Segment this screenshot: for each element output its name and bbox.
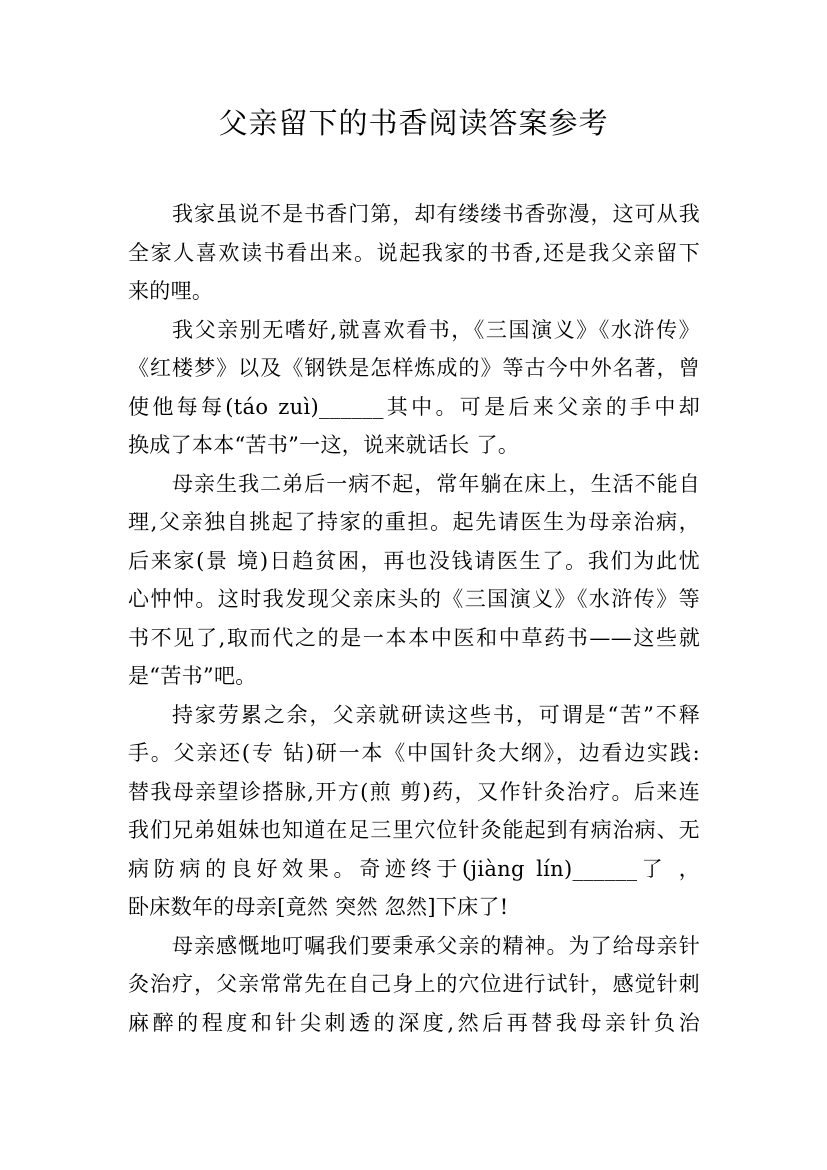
text-line: 是“苦书”吧。: [128, 664, 257, 688]
text-line: 后来家(景 境)日趋贫困，再也没钱请医生了。我们为此忧: [128, 548, 700, 573]
text-line: 书不见了,取而代之的是一本本中医和中草药书——这些就: [128, 625, 700, 650]
article-body: [128, 195, 700, 1042]
text-line: 麻醉的程度和针尖刺透的深度,然后再替我母亲针负治: [128, 1010, 700, 1035]
text-line: 卧床数年的母亲[竟然 突然 忽然]下床了!: [128, 895, 509, 919]
text-line: 病防病的良好效果。奇迹终于(jiàng lín)______了 ，: [128, 856, 700, 881]
text-line: 全家人喜欢读书看出来。说起我家的书香,还是我父亲留下: [128, 240, 700, 265]
text-line: 手。父亲还(专 钻)研一本《中国针灸大纲》，边看边实践:: [128, 741, 700, 765]
text-line: 我们兄弟姐妹也知道在足三里穴位针灸能起到有病治病、无: [128, 818, 700, 842]
text-line: 《红楼梦》以及《钢铁是怎样炼成的》等古今中外名著，曾: [128, 356, 700, 380]
text-line: 母亲感慨地叮嘱我们要秉承父亲的精神。为了给母亲针: [172, 933, 700, 958]
text-line: 心忡忡。这时我发现父亲床头的《三国演义》《水浒传》等: [128, 587, 700, 611]
text-line: 使他每每(táo zuì)______其中。可是后来父亲的手中却: [128, 394, 700, 419]
text-line: 换成了本本“苦书”一这，说来就话长 了。: [128, 433, 520, 457]
text-line: 替我母亲望诊搭脉,开方(煎 剪)药，又作针灸治疗。后来连: [128, 779, 700, 804]
text-line: 持家劳累之余，父亲就研读这些书，可谓是“苦”不释: [172, 702, 700, 727]
text-line: 来的哩。: [128, 279, 214, 303]
page-title: 父亲留下的书香阅读答案参考: [218, 106, 609, 140]
text-line: 我家虽说不是书香门第，却有缕缕书香弥漫，这可从我: [172, 202, 700, 226]
text-line: 母亲生我二弟后一病不起，常年躺在床上，生活不能自: [172, 471, 700, 496]
text-line: 灸治疗，父亲常常先在自己身上的穴位进行试针，感觉针刺: [128, 972, 700, 996]
text-line: 理,父亲独自挑起了持家的重担。起先请医生为母亲治病，: [128, 510, 700, 534]
text-line: 我父亲别无嗜好,就喜欢看书，《三国演义》《水浒传》: [172, 317, 700, 342]
